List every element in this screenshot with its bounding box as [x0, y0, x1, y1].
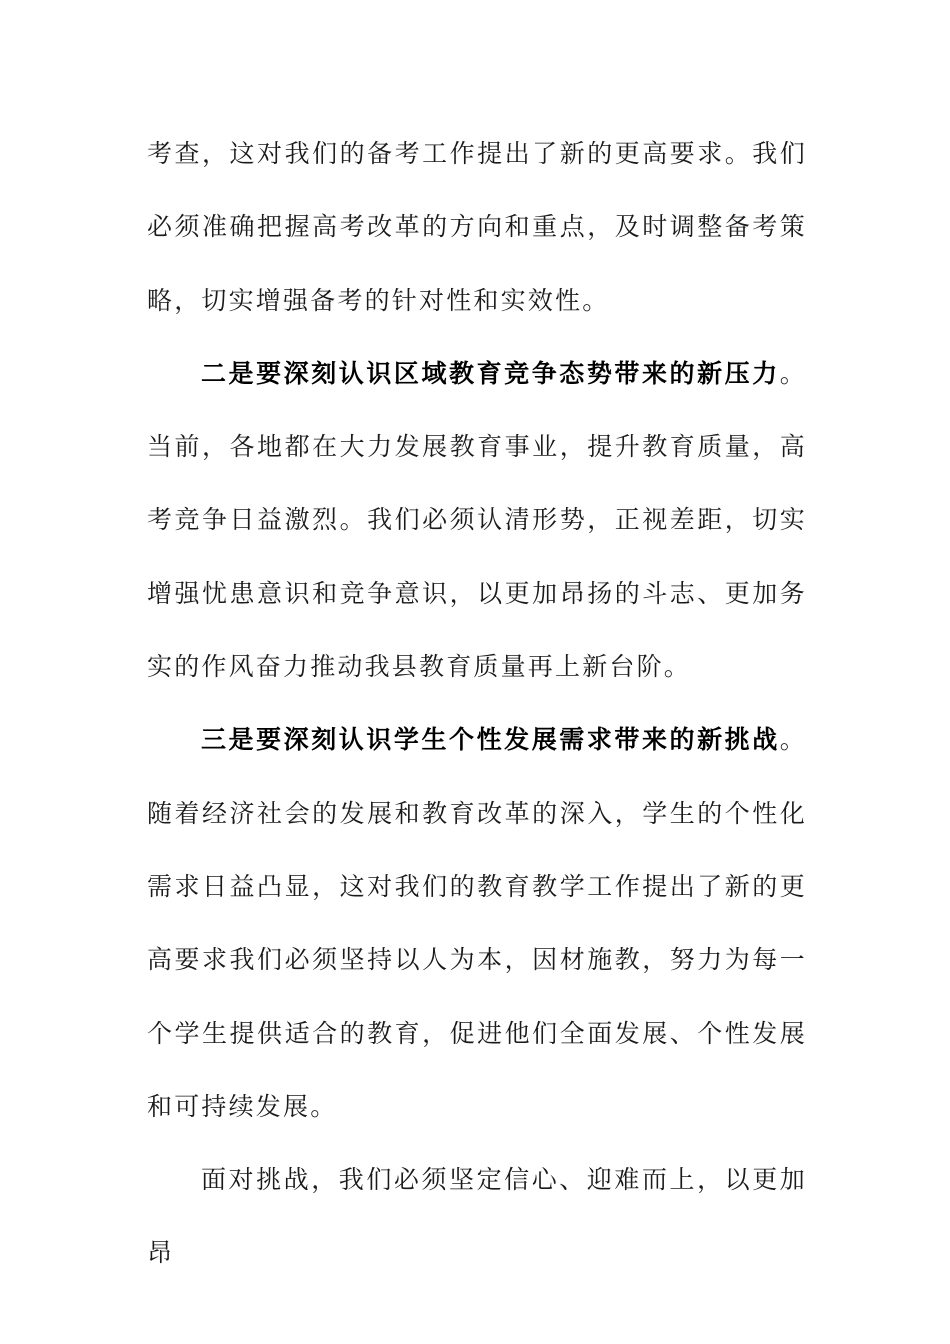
paragraph-text: 。当前，各地都在大力发展教育事业，提升教育质量，高考竞争日益激烈。我们必须认清形势，正视差距，切实增强忧患意识和竞争意识，以更加昂扬的斗志、更加务实的作风奋力推动我县教育质量再上新台阶。 [147, 358, 807, 682]
paragraph-point-three [147, 703, 807, 1143]
paragraph-text: 面对挑战，我们必须坚定信心、迎难而上，以更加昂 [147, 1165, 807, 1268]
paragraph-heading: 二是要深刻认识区域教育竞争态势带来的新压力 [201, 358, 780, 388]
paragraph-closing [147, 1143, 807, 1290]
paragraph-heading: 三是要深刻认识学生个性发展需求带来的新挑战 [201, 725, 780, 755]
paragraph-text: 考查，这对我们的备考工作提出了新的更高要求。我们必须准确把握高考改革的方向和重点，及时调整备考策略，切实增强备考的针对性和实效性。 [147, 139, 807, 315]
paragraph-point-two [147, 337, 807, 703]
paragraph-text: 。随着经济社会的发展和教育改革的深入，学生的个性化需求日益凸显，这对我们的教育教学工作提出了新的更高要求我们必须坚持以人为本，因材施教，努力为每一个学生提供适合的教育，促进他们全面发展、个性发展和可持续发展。 [147, 725, 807, 1121]
document-body [147, 117, 807, 1290]
paragraph-continuation [147, 117, 807, 337]
